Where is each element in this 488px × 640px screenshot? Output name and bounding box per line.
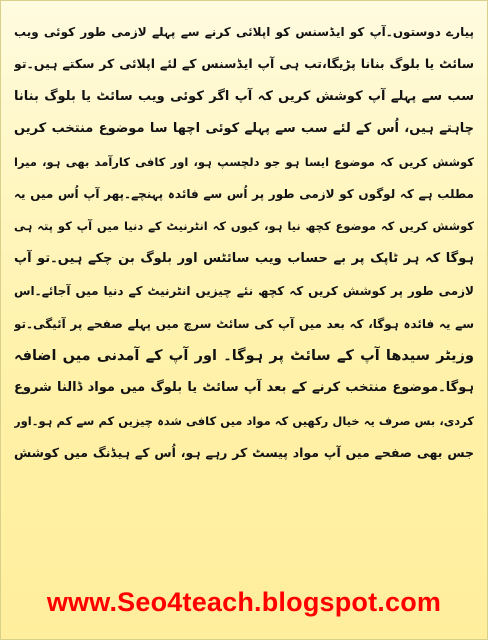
text-line-13: کردی، بس صرف یہ خیال رکھیں کہ مواد میں کافی شدہ چیزیں کم سے کم ہو۔اور — [14, 413, 474, 428]
text-line-4: چاہتے ہیں، اُس کے لئے سب سے پہلے کوئی اچھا سا موضوع منتخب کریں — [14, 121, 474, 137]
text-line-2: سائٹ یا بلوگ بنانا پڑیگا،تب ہی آپ ایڈسنس کے لئے اپلائی کر سکتے ہیں۔تو — [14, 56, 474, 72]
text-line-12: ہوگا۔موضوع منتخب کرنے کے بعد آپ سائٹ یا بلوگ میں مواد ڈالنا شروع — [14, 380, 474, 396]
website-url: www.Seo4teach.blogspot.com — [46, 587, 442, 617]
text-line-5: کوشش کریں کہ موضوع ایسا ہو جو دلچسپ ہو، اور کافی کارآمد بھی ہو، میرا — [14, 154, 474, 169]
text-line-8: ہوگا کہ ہر ٹاپک پر بے حساب ویب سائٹس اور بلوگ بن چکے ہیں۔تو آپ — [14, 250, 474, 266]
text-line-10: سے یہ فائدہ ہوگا، کہ بعد میں آپ کی سائٹ سرچ میں پہلے صفحے پر آئیگی۔تو — [14, 316, 474, 331]
text-line-14: جس بھی صفحے میں آپ مواد پیسٹ کر رہے ہو، اُس کے ہیڈنگ میں کوشش — [14, 445, 474, 461]
text-line-6: مطلب ہے کہ لوگوں کو لازمی طور پر اُس سے فائدہ پہنچے۔پھر آپ اُس میں یہ — [14, 186, 474, 201]
text-line-3: سب سے پہلے آپ کوشش کریں کہ آپ اگر کوئی ویب سائٹ یا بلوگ بنانا — [14, 88, 474, 104]
urdu-text-block — [14, 16, 474, 469]
text-line-1: پیارے دوستوں۔آپ کو ایڈسنس کو اپلائی کرنے سے پہلے لازمی طور کوئی ویب — [14, 25, 474, 39]
text-line-11: وزیٹر سیدھا آپ کے سائٹ پر ہوگا۔ اور آپ کے آمدنی میں اضافہ — [14, 347, 474, 364]
text-line-7: کوشش کریں کہ موضوع کچھ نیا ہو، کیوں کہ انٹرنیٹ کے دنیا میں آپ کو پتہ ہی — [14, 219, 474, 234]
text-line-9: لازمی طور پر کوشش کریں کہ کچھ نئے چیزیں انٹرنیٹ کے دنیا میں آجائے۔اس — [14, 284, 474, 299]
